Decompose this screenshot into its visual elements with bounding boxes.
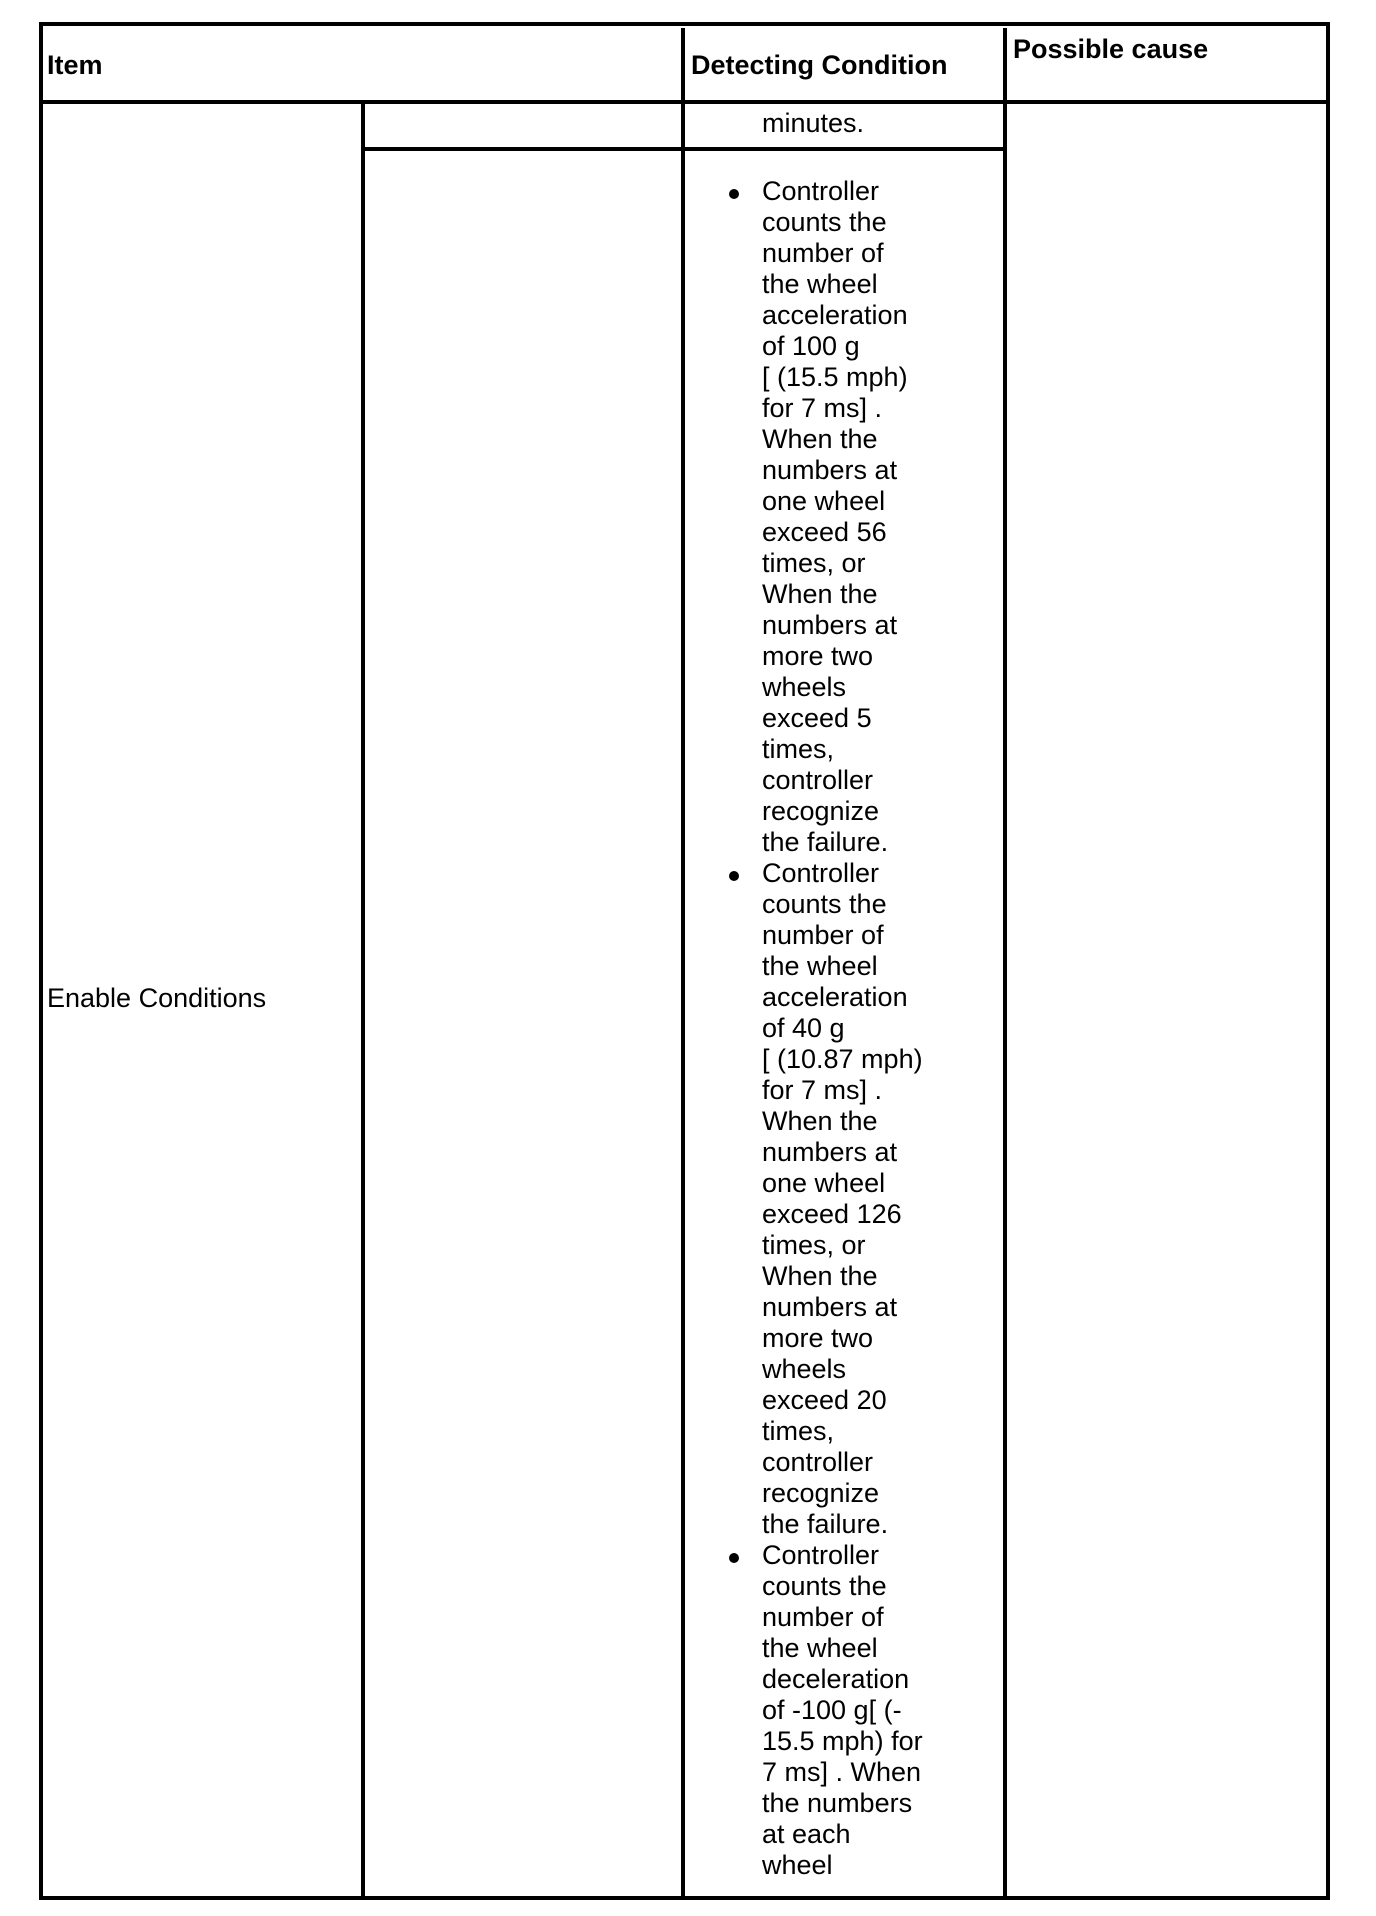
condition-line: the failure. (762, 1509, 889, 1539)
condition-line: 15.5 mph) for (762, 1726, 923, 1756)
condition-line: recognize (762, 1478, 880, 1508)
bullet-dot-icon (729, 871, 739, 881)
condition-line: counts the (762, 1571, 887, 1601)
bullet-dot-icon (729, 189, 739, 199)
condition-line: acceleration (762, 300, 908, 330)
condition-line: numbers at (762, 610, 898, 640)
condition-bullet (762, 858, 923, 1540)
condition-line: deceleration (762, 1664, 910, 1694)
condition-line: more two (762, 641, 874, 671)
condition-line: times, or (762, 548, 866, 578)
condition-line: the wheel (762, 269, 878, 299)
condition-line: times, or (762, 1230, 866, 1260)
condition-line: times, (762, 1416, 835, 1446)
subcolumn-divider (361, 102, 365, 1898)
item-enable-conditions: Enable Conditions (47, 983, 267, 1013)
condition-line: the numbers (762, 1788, 913, 1818)
column-divider-detecting (681, 28, 685, 1898)
condition-line: number of (762, 920, 884, 950)
condition-line: wheel (762, 1850, 833, 1880)
table-border-right (1326, 22, 1330, 1900)
condition-line: Controller (762, 176, 880, 206)
condition-line: recognize (762, 796, 880, 826)
condition-line: one wheel (762, 1168, 886, 1198)
condition-line: times, (762, 734, 835, 764)
detecting-condition-bullets (762, 176, 923, 1881)
subrow-divider (363, 147, 1005, 151)
condition-line: wheels (762, 672, 847, 702)
continued-text: minutes. (762, 108, 865, 138)
condition-line: 7 ms] . When (762, 1757, 922, 1787)
condition-line: When the (762, 1106, 878, 1136)
table-border-left (39, 22, 43, 1900)
condition-line: the failure. (762, 827, 889, 857)
condition-line: numbers at (762, 455, 898, 485)
condition-line: When the (762, 424, 878, 454)
condition-line: When the (762, 1261, 878, 1291)
condition-line: wheels (762, 1354, 847, 1384)
condition-line: one wheel (762, 486, 886, 516)
condition-line: [ (15.5 mph) (762, 362, 908, 392)
header-item: Item (47, 50, 103, 80)
bullet-dot-icon (729, 1553, 739, 1563)
condition-line: controller (762, 765, 874, 795)
column-divider-cause (1003, 28, 1007, 1898)
condition-line: at each (762, 1819, 851, 1849)
condition-line: of 40 g (762, 1013, 845, 1043)
condition-bullet (762, 1540, 923, 1881)
header-detecting-condition: Detecting Condition (691, 50, 948, 80)
header-possible-cause: Possible cause (1013, 34, 1209, 64)
condition-line: of -100 g[ (- (762, 1695, 902, 1725)
condition-line: number of (762, 1602, 884, 1632)
table-border-top (39, 22, 1330, 26)
condition-line: When the (762, 579, 878, 609)
condition-line: exceed 5 (762, 703, 872, 733)
condition-line: for 7 ms] . (762, 1075, 883, 1105)
condition-line: of 100 g (762, 331, 860, 361)
condition-line: for 7 ms] . (762, 393, 883, 423)
condition-line: Controller (762, 858, 880, 888)
condition-line: Controller (762, 1540, 880, 1570)
condition-line: the wheel (762, 1633, 878, 1663)
condition-line: the wheel (762, 951, 878, 981)
condition-line: exceed 56 (762, 517, 887, 547)
condition-line: counts the (762, 207, 887, 237)
condition-line: exceed 20 (762, 1385, 887, 1415)
condition-line: counts the (762, 889, 887, 919)
condition-line: more two (762, 1323, 874, 1353)
condition-line: numbers at (762, 1292, 898, 1322)
condition-line: numbers at (762, 1137, 898, 1167)
condition-bullet (762, 176, 923, 858)
condition-line: exceed 126 (762, 1199, 902, 1229)
condition-line: [ (10.87 mph) (762, 1044, 923, 1074)
condition-line: controller (762, 1447, 874, 1477)
condition-line: acceleration (762, 982, 908, 1012)
condition-line: number of (762, 238, 884, 268)
